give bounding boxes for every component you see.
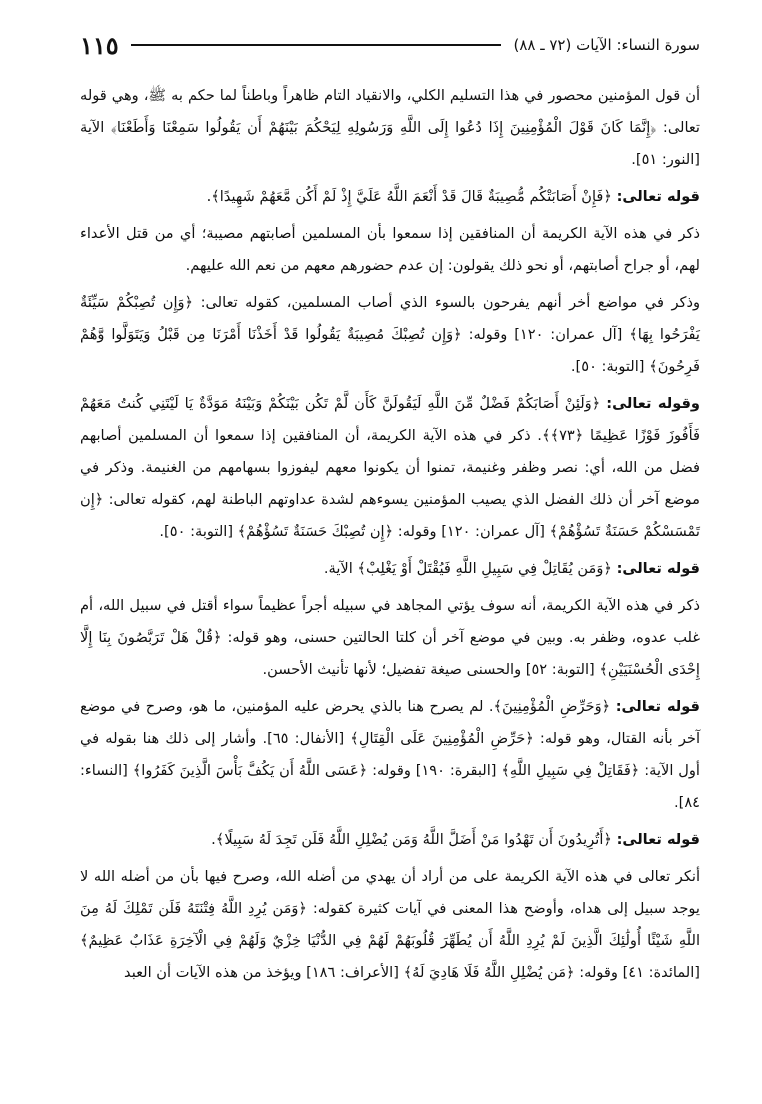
paragraph-text: ﴿فَإِنْ أَصَابَتْكُم مُّصِيبَةٌ قَالَ قَدْ أَنْعَمَ اللَّهُ عَلَيَّ إِذْ لَمْ أَكُن مَّعَهُمْ شَهِيدًا﴾. (206, 188, 617, 205)
paragraph-text: ﴿وَلَئِنْ أَصَابَكُمْ فَضْلٌ مِّنَ اللَّهِ لَيَقُولَنَّ كَأَن لَّمْ تَكُن بَيْنَكُمْ وَبَيْنَهُ مَوَدَّةٌ يَا لَيْتَنِي كُنتُ مَعَهُمْ فَأَفُوزَ فَوْزًا عَظِيمًا ﴿٧٣﴾﴾. ذكر في هذه الآية الكريمة، أن المنافقين إذا سمعوا أن المسلمين أصابهم فضل من الله، أي: نصر وظفر وغنيمة، تمنوا أن يكونوا معهم ليفوزوا بسهامهم من الغنيمة. وذكر في موضع آخر أن ذلك الفضل الذي يصيب المؤمنين يسوءهم لشدة عداوتهم الباطنة لهم، كقوله تعالى: ﴿إِن تَمْسَسْكُمْ حَسَنَةٌ تَسُؤْهُمْ﴾ [آل عمران: ١٢٠] وقوله: ﴿إِن تُصِبْكَ حَسَنَةٌ تَسُؤْهُمْ﴾ [التوبة: ٥٠]. (80, 395, 700, 540)
paragraph-lead: وقوله تعالى: (606, 395, 701, 412)
paragraph-text: ﴿أَتُرِيدُونَ أَن تَهْدُوا مَنْ أَضَلَّ اللَّهُ وَمَن يُضْلِلِ اللَّهُ فَلَن تَجِدَ لَهُ سَبِيلًا﴾. (211, 831, 617, 848)
paragraph-4 (80, 287, 700, 383)
page-body (80, 80, 700, 989)
paragraph-2 (80, 181, 700, 213)
page-number: ١١٥ (80, 30, 119, 60)
surah-title: سورة النساء: الآيات (٧٢ ـ ٨٨) (513, 36, 700, 54)
paragraph-lead: قوله تعالى: (616, 831, 700, 848)
paragraph-text: ذكر في هذه الآية الكريمة أن المنافقين إذا سمعوا بأن المسلمين أصابتهم مصيبة؛ أي من قتل الأعداء لهم، أو جراح أصابتهم، أو نحو ذلك يقولون: إن عدم حضورهم معهم من نعم الله عليهم. (80, 225, 700, 274)
header-rule (131, 44, 502, 46)
paragraph-text: ﴿وَحَرِّضِ الْمُؤْمِنِينَ﴾. لم يصرح هنا بالذي يحرض عليه المؤمنين، ما هو، وصرح في موضع آخر بأنه القتال، وهو قوله: ﴿حَرِّضِ الْمُؤْمِنِينَ عَلَى الْقِتَالِ﴾ [الأنفال: ٦٥]. وأشار إلى ذلك هنا بقوله في أول الآية: ﴿فَقَاتِلْ فِي سَبِيلِ اللَّهِ﴾ [البقرة: ١٩٠] وقوله: ﴿عَسَى اللَّهُ أَن يَكُفَّ بَأْسَ الَّذِينَ كَفَرُوا﴾ [النساء: ٨٤]. (80, 698, 701, 811)
page-header (80, 28, 700, 62)
paragraph-7 (80, 590, 700, 686)
paragraph-text: أنكر تعالى في هذه الآية الكريمة على من أراد أن يهدي من أضله الله، وصرح فيها بأن من أضله الله لا يوجد سبيل إلى هداه، وأوضح هذا المعنى في آيات كثيرة كقوله: ﴿وَمَن يُرِدِ اللَّهُ فِتْنَتَهُ فَلَن تَمْلِكَ لَهُ مِنَ اللَّهِ شَيْئًا أُولَٰئِكَ الَّذِينَ لَمْ يُرِدِ اللَّهُ أَن يُطَهِّرَ قُلُوبَهُمْ لَهُمْ فِي الدُّنْيَا خِزْيٌ وَلَهُمْ فِي الْآخِرَةِ عَذَابٌ عَظِيمٌ﴾ [المائدة: ٤١] وقوله: ﴿مَن يُضْلِلِ اللَّهُ فَلَا هَادِيَ لَهُ﴾ [الأعراف: ١٨٦] ويؤخذ من هذه الآيات أن العبد (80, 868, 700, 981)
paragraph-text: أن قول المؤمنين محصور في هذا التسليم الكلي، والانقياد التام ظاهراً وباطناً لما حكم به ﷺ، وهي قوله تعالى: ﴿إِنَّمَا كَانَ قَوْلَ الْمُؤْمِنِينَ إِذَا دُعُوا إِلَى اللَّهِ وَرَسُولِهِ لِيَحْكُمَ بَيْنَهُمْ أَن يَقُولُوا سَمِعْنَا وَأَطَعْنَا﴾ الآية [النور: ٥١]. (80, 87, 700, 168)
paragraph-3 (80, 218, 700, 282)
paragraph-text: ذكر في هذه الآية الكريمة، أنه سوف يؤتي المجاهد في سبيله أجراً عظيماً سواء أقتل في سبيل الله، أم غلب عدوه، وظفر به. وبين في موضع آخر أن كلتا الحالتين حسنى، وهو قوله: ﴿قُلْ هَلْ تَرَبَّصُونَ بِنَا إِلَّا إِحْدَى الْحُسْنَيَيْنِ﴾ [التوبة: ٥٢] والحسنى صيغة تفضيل؛ لأنها تأنيث الأحسن. (80, 597, 700, 678)
paragraph-9 (80, 824, 700, 856)
paragraph-lead: قوله تعالى: (616, 560, 700, 577)
paragraph-1 (80, 80, 700, 176)
paragraph-lead: قوله تعالى: (616, 188, 700, 205)
paragraph-lead: قوله تعالى: (615, 698, 700, 715)
paragraph-6 (80, 553, 700, 585)
paragraph-10 (80, 861, 700, 989)
paragraph-text: ﴿وَمَن يُقَاتِلْ فِي سَبِيلِ اللَّهِ فَيُقْتَلْ أَوْ يَغْلِبْ﴾ الآية. (323, 560, 617, 577)
paragraph-5 (80, 388, 700, 548)
paragraph-8 (80, 691, 700, 819)
paragraph-text: وذكر في مواضع أخر أنهم يفرحون بالسوء الذي أصاب المسلمين، كقوله تعالى: ﴿وَإِن تُصِبْكُمْ سَيِّئَةٌ يَفْرَحُوا بِهَا﴾ [آل عمران: ١٢٠] وقوله: ﴿وَإِن تُصِبْكَ مُصِيبَةٌ يَقُولُوا قَدْ أَخَذْنَا أَمْرَنَا مِن قَبْلُ وَيَتَوَلَّوا وَّهُمْ فَرِحُونَ﴾ [التوبة: ٥٠]. (80, 294, 700, 375)
